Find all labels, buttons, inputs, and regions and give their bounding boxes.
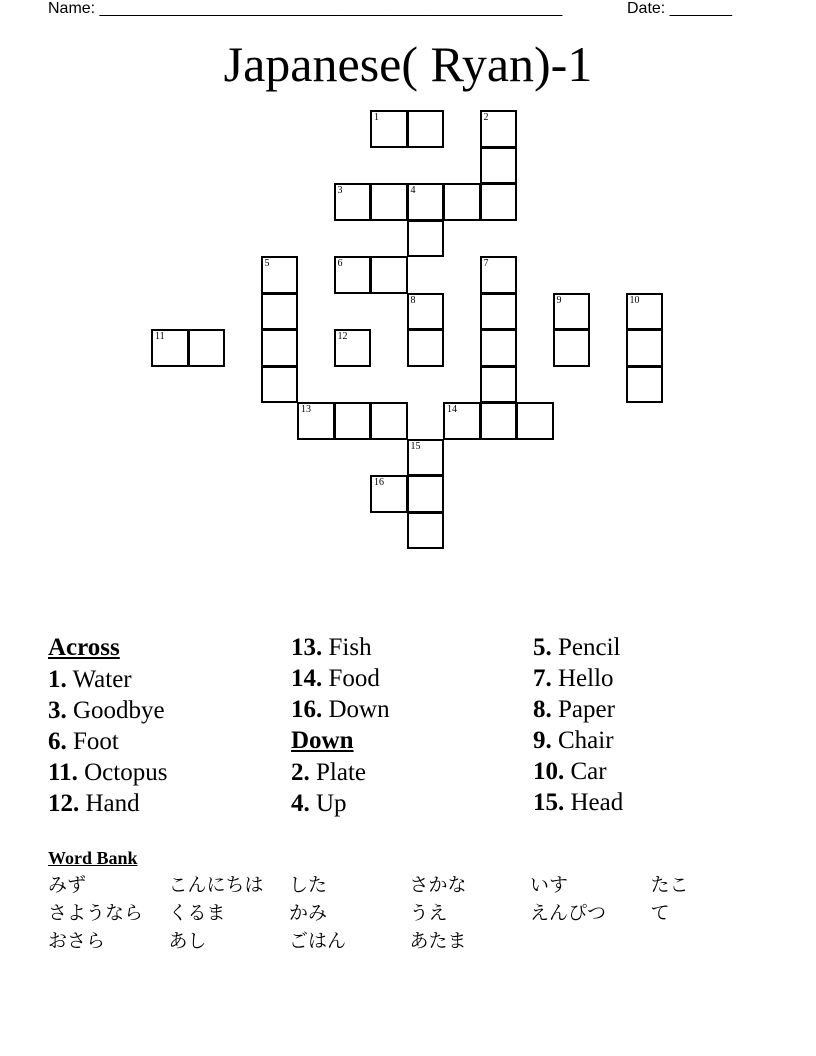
grid-cell-7[interactable] [480, 256, 518, 294]
down-heading: Down [291, 727, 354, 754]
word-bank-item: さかな [409, 874, 467, 896]
grid-cell[interactable] [480, 402, 518, 440]
word-bank-item: て [650, 902, 670, 924]
grid-cell[interactable] [370, 402, 408, 440]
word-bank-item: さようなら [48, 902, 144, 924]
cell-number: 5 [264, 258, 270, 269]
cell-number: 7 [483, 258, 489, 269]
word-bank-item: した [289, 874, 328, 896]
cell-number: 13 [301, 404, 311, 415]
cell-number: 3 [337, 185, 343, 196]
clue-down-4 [291, 788, 390, 819]
grid-cell-11[interactable] [151, 329, 189, 367]
clue-down-5 [533, 632, 623, 663]
clue-number: 15. [533, 789, 565, 816]
word-bank-item: くるま [168, 902, 226, 924]
grid-cell-2[interactable] [480, 110, 518, 148]
clue-text: Foot [73, 728, 119, 755]
clue-across-16 [291, 694, 390, 725]
word-bank-item: たこ [650, 874, 689, 896]
clue-text: Goodbye [73, 697, 165, 724]
clue-text: Chair [558, 727, 614, 754]
clue-text: Plate [316, 759, 366, 786]
grid-cell[interactable] [443, 183, 481, 221]
clue-number: 11. [48, 759, 78, 786]
grid-cell[interactable] [480, 366, 518, 404]
clue-number: 10. [533, 758, 565, 785]
word-bank-item: おさら [48, 930, 106, 952]
clue-across-13 [291, 632, 390, 663]
clue-text: Water [72, 666, 132, 693]
cell-number: 9 [556, 294, 562, 306]
clue-text: Paper [558, 696, 615, 723]
grid-cell[interactable] [407, 220, 445, 258]
clue-down-15 [533, 787, 623, 818]
grid-cell-3[interactable] [334, 183, 372, 221]
clue-text: Head [570, 789, 624, 816]
cell-number: 2 [483, 112, 489, 123]
grid-cell[interactable] [261, 293, 299, 331]
word-bank-item: こんにちは [168, 874, 264, 896]
grid-cell[interactable] [407, 110, 445, 148]
grid-cell[interactable] [407, 329, 445, 367]
clue-across-1 [48, 664, 167, 695]
clue-number: 13. [291, 634, 323, 661]
word-bank-item: ごはん [289, 930, 347, 952]
clue-across-14 [291, 663, 390, 694]
grid-cell[interactable] [407, 512, 445, 550]
clue-number: 12. [48, 790, 80, 817]
grid-cell[interactable] [553, 329, 591, 367]
grid-cell[interactable] [516, 402, 554, 440]
grid-cell-15[interactable] [407, 439, 445, 477]
grid-cell[interactable] [480, 293, 518, 331]
grid-cell[interactable] [370, 256, 408, 294]
clue-down-2 [291, 757, 390, 788]
clue-text: Up [316, 790, 347, 817]
clue-text: Hand [85, 790, 140, 817]
clue-column-2 [291, 632, 390, 819]
cell-number: 12 [337, 331, 348, 342]
clue-column-1 [48, 632, 167, 819]
clue-text: Fish [328, 634, 372, 661]
grid-cell[interactable] [188, 329, 226, 367]
clue-down-7 [533, 663, 623, 694]
cell-number: 4 [410, 185, 416, 196]
cell-number: 15 [410, 440, 421, 452]
clue-number: 1. [48, 666, 67, 693]
cell-number: 16 [374, 477, 384, 488]
clue-across-3 [48, 695, 167, 726]
grid-cell[interactable] [407, 475, 445, 513]
clue-number: 4. [291, 790, 310, 817]
grid-cell[interactable] [480, 183, 518, 221]
clue-number: 5. [533, 634, 552, 661]
clue-across-12 [48, 788, 167, 819]
grid-cell[interactable] [261, 329, 299, 367]
clue-number: 8. [533, 696, 552, 723]
cell-number: 1 [374, 112, 379, 123]
grid-cell-9[interactable] [553, 293, 591, 331]
grid-cell[interactable] [334, 402, 372, 440]
grid-cell-12[interactable] [334, 329, 372, 367]
clue-number: 6. [48, 728, 67, 755]
word-bank-item: かみ [289, 902, 328, 924]
grid-cell-13[interactable] [297, 402, 335, 440]
word-bank-item: うえ [409, 902, 448, 924]
grid-cell-8[interactable] [407, 293, 445, 331]
grid-cell[interactable] [370, 183, 408, 221]
clue-text: Pencil [558, 634, 621, 661]
page-title: Japanese( Ryan)-1 [223, 36, 593, 92]
clue-text: Octopus [84, 759, 168, 786]
clue-down-10 [533, 756, 623, 787]
clue-text: Car [570, 758, 607, 785]
grid-cell[interactable] [626, 329, 664, 367]
clue-number: 3. [48, 697, 67, 724]
grid-cell-5[interactable] [261, 256, 299, 294]
grid-cell-6[interactable] [334, 256, 372, 294]
word-bank-title: Word Bank [48, 848, 138, 868]
cell-number: 6 [337, 258, 343, 269]
clue-down-8 [533, 694, 623, 725]
clue-text: Down [328, 696, 390, 723]
grid-cell[interactable] [626, 366, 664, 404]
clue-text: Hello [558, 665, 614, 692]
clue-across-6 [48, 726, 167, 757]
grid-cell-10[interactable] [626, 293, 664, 331]
clue-number: 16. [291, 696, 323, 723]
cell-number: 14 [447, 404, 457, 415]
grid-cell-1[interactable] [370, 110, 408, 148]
clue-number: 9. [533, 727, 552, 754]
clue-text: Food [328, 665, 380, 692]
date-field-label: Date: _______ [627, 0, 732, 17]
clue-number: 2. [291, 759, 310, 786]
word-bank-item: えんぴつ [530, 902, 607, 924]
cell-number: 8 [410, 294, 416, 306]
clue-across-11 [48, 757, 167, 788]
clue-number: 7. [533, 665, 552, 692]
grid-cell-4[interactable] [407, 183, 445, 221]
name-field-label: Name: ____________________________________________________ [48, 0, 563, 17]
word-bank-item: あし [168, 930, 207, 952]
grid-cell-16[interactable] [370, 475, 408, 513]
word-bank-item: みず [48, 874, 87, 896]
grid-cell-14[interactable] [443, 402, 481, 440]
clue-down-9 [533, 725, 623, 756]
word-bank-item: あたま [409, 930, 467, 952]
grid-cell[interactable] [480, 329, 518, 367]
clue-number: 14. [291, 665, 323, 692]
clue-column-3 [533, 632, 623, 818]
across-heading: Across [48, 634, 120, 661]
grid-cell[interactable] [261, 366, 299, 404]
cell-number: 10 [629, 294, 640, 306]
word-bank-item: いす [530, 874, 569, 896]
cell-number: 11 [155, 331, 165, 342]
grid-cell[interactable] [480, 147, 518, 185]
